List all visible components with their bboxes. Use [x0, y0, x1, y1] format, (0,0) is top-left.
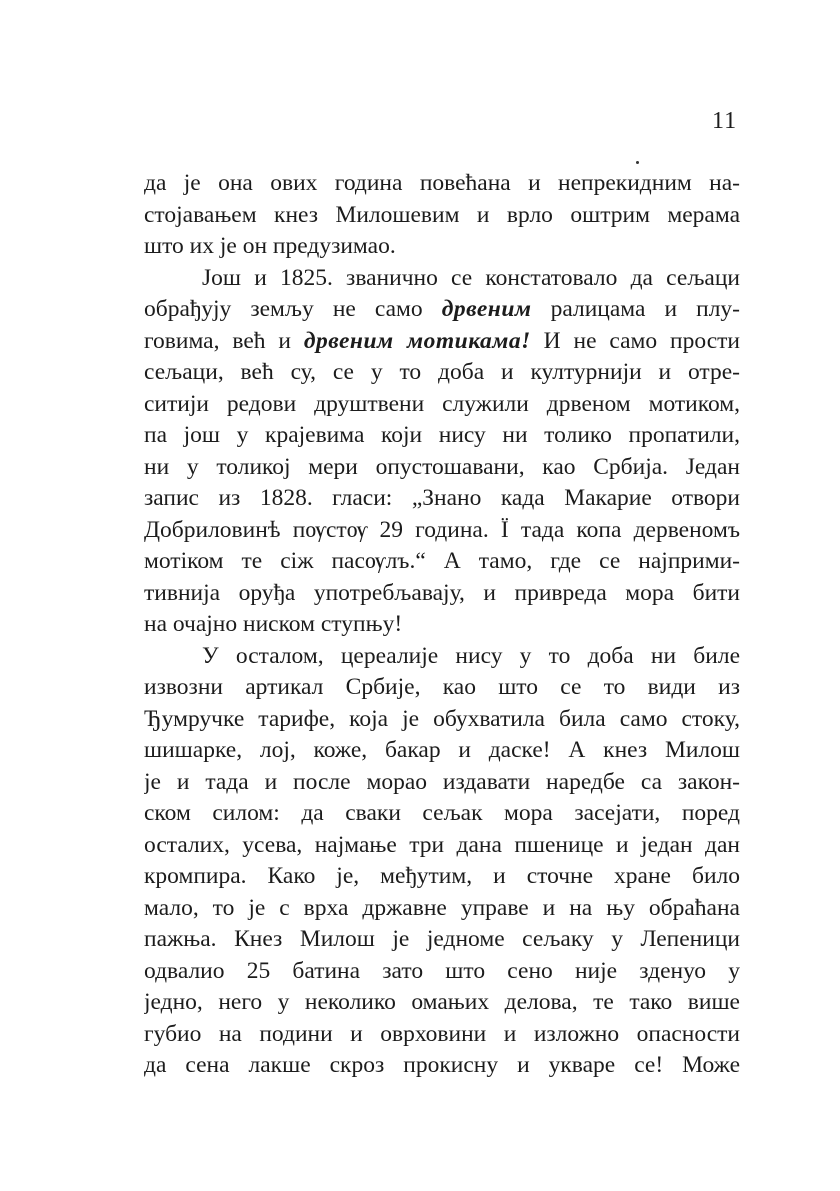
text-line: осталих, усева, најмање три дана пшенице и један дан — [144, 831, 740, 858]
print-speck — [636, 161, 639, 164]
text-line — [144, 263, 740, 295]
text-line: шишарке, лој, коже, бакар и даске! А кнез Милош — [144, 737, 740, 763]
text-segment: Још и 1825. званично се констатовало да сељаци — [202, 264, 740, 291]
text-line: Добриловинѣ пѹстѹ 29 година. Ї тада копа дервеномъ — [144, 516, 740, 543]
text-line: ни у толикој мери опустошавани, као Србија. Један — [144, 453, 740, 480]
text-segment: И не само прости — [530, 327, 740, 354]
text-line: што их је он предузимао. — [144, 233, 396, 259]
text-line: тивнија оруђа употребљавају, и привреда мора бити — [144, 579, 740, 606]
text-line: ситији редови друштвени служили дрвеном мотиком, — [144, 390, 740, 417]
text-line: запис из 1828. гласи: „Знано када Макарие отвори — [144, 485, 740, 511]
body-text — [144, 168, 740, 1082]
text-line — [144, 326, 740, 358]
text-line: У осталом, цереалије нису у то доба ни биле — [202, 642, 740, 669]
text-line: па још у крајевима који нису ни толико пропатили, — [144, 422, 740, 448]
text-line: пажња. Кнез Милош је једноме сељаку у Лепеници — [144, 926, 740, 952]
emphasized-text: дрвеним — [441, 296, 532, 322]
text-line: ском силом: да сваки сељак мора засејати, поред — [144, 800, 740, 826]
text-line: да је она ових година повећана и непрекидним на- — [144, 170, 740, 196]
text-line: мало, то је с врха државне управе и на њу обраћана — [144, 894, 740, 921]
text-line: једно, него у неколико омањих делова, те тако више — [144, 989, 740, 1015]
text-line: да сена лакше скроз прокисну и укваре се! Може — [144, 1052, 740, 1078]
text-line: на очајно ниском ступњу! — [144, 611, 403, 637]
text-segment: говима, већ и — [144, 327, 304, 354]
emphasized-text: дрвеним мотикама! — [303, 327, 531, 354]
text-line: одвалио 25 батина зато што сено није зденуо у — [144, 957, 740, 984]
text-segment: ралицама и плу- — [531, 296, 740, 322]
text-segment: обрађују земљу не само — [144, 296, 442, 322]
text-line: извозни артикал Србије, као што се то види из — [144, 674, 740, 700]
text-line: сељаци, већ су, се у то доба и културнији и отре- — [144, 359, 740, 385]
text-line: је и тада и после морао издавати наредбе са закон- — [144, 768, 740, 795]
text-line: кромпира. Како је, међутим, и сточне хране било — [144, 863, 740, 889]
text-line: стојавањем кнез Милошевим и врло оштрим мерама — [144, 201, 740, 228]
text-line: Ђумручке тарифе, која је обухватила била само стоку, — [144, 705, 740, 732]
page-number: 11 — [712, 108, 738, 134]
text-line: губио на подини и оврховини и изложно опасности — [144, 1020, 740, 1047]
text-line: мотіком те сіж пасѹлъ.“ А тамо, где се најприми- — [144, 548, 740, 574]
text-line — [144, 294, 740, 326]
